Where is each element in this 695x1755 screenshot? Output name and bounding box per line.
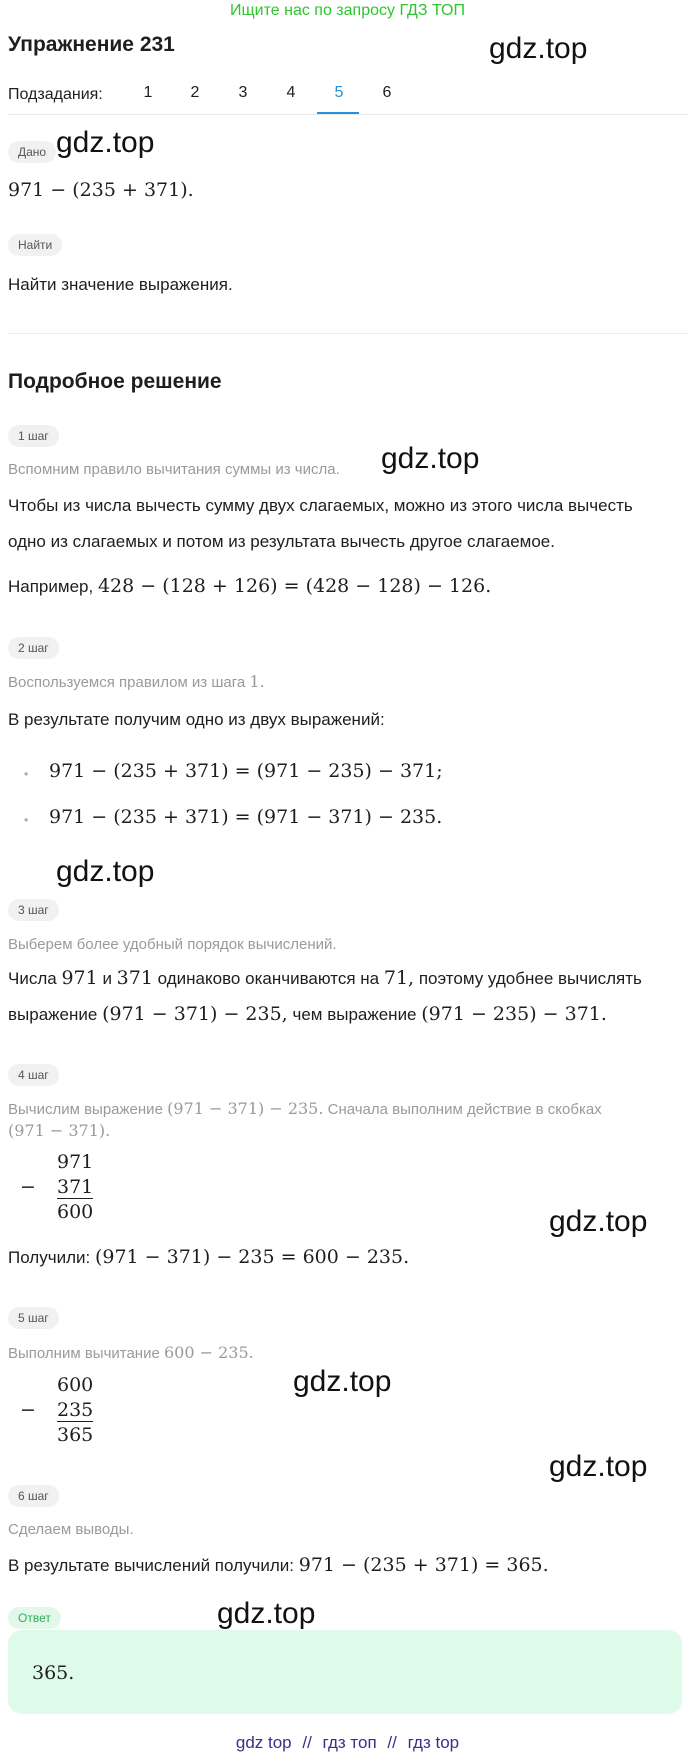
subtask-tab-4[interactable]: 4 <box>286 84 296 101</box>
step-badge: 1 шаг <box>8 425 59 447</box>
watermark: gdz.top <box>489 32 588 65</box>
active-tab-indicator <box>317 112 359 114</box>
number: 971 <box>61 967 98 989</box>
text-fragment: чем выражение <box>292 1005 417 1024</box>
subtrahend: 371 <box>57 1176 94 1198</box>
footer-link[interactable]: gdz top <box>235 1733 292 1752</box>
step-text <box>8 1002 607 1027</box>
given-badge: Дано <box>8 141 56 163</box>
column-subtraction <box>57 1150 93 1225</box>
top-banner: Ищите нас по запросу ГДЗ ТОП <box>230 2 465 19</box>
text-fragment: выражение <box>8 1005 98 1024</box>
number: 71, <box>383 967 415 989</box>
hint-expression: (971 − 371) − 235. <box>167 1099 324 1118</box>
footer-link[interactable]: гдз топ <box>322 1733 377 1752</box>
bullet-dot: • <box>24 813 29 827</box>
step-badge: 3 шаг <box>8 899 59 921</box>
step-badge: 5 шаг <box>8 1307 59 1329</box>
text-fragment: поэтому удобнее вычислять <box>418 969 642 988</box>
subtask-tab-1[interactable]: 1 <box>143 84 153 101</box>
footer-link[interactable]: гдз top <box>407 1733 460 1752</box>
hint-number: 1. <box>249 672 265 691</box>
hint-expression: (971 − 371). <box>8 1121 111 1140</box>
expression: (971 − 235) − 371. <box>421 1003 607 1025</box>
minuend: 971 <box>57 1151 94 1173</box>
watermark: gdz.top <box>56 855 155 888</box>
step-hint <box>8 1121 110 1142</box>
step-example <box>8 574 491 599</box>
example-expression: 428 − (128 + 126) = (428 − 128) − 126. <box>97 575 492 597</box>
watermark: gdz.top <box>381 442 480 475</box>
text-fragment: Числа <box>8 969 57 988</box>
step-conclusion <box>8 1553 549 1578</box>
page-title: Упражнение 231 <box>8 33 175 56</box>
watermark: gdz.top <box>217 1597 316 1630</box>
watermark: gdz.top <box>549 1205 648 1238</box>
step-hint: Выберем более удобный порядок вычислений. <box>8 936 337 953</box>
hint-expression: 600 − 235. <box>163 1343 254 1362</box>
text-fragment: и <box>102 969 112 988</box>
step-hint <box>8 1099 602 1120</box>
solution-title: Подробное решение <box>8 370 222 393</box>
hint-text: Сначала выполним действие в скобках <box>327 1101 602 1118</box>
column-subtraction <box>57 1373 93 1448</box>
conclusion-expression: 971 − (235 + 371) = 365. <box>298 1554 549 1576</box>
subtask-tab-6[interactable]: 6 <box>382 84 392 101</box>
hint-text: Выполним вычитание <box>8 1345 160 1362</box>
step-hint <box>8 672 265 693</box>
column-operator: − <box>20 1176 36 1198</box>
step-text: одно из слагаемых и потом из результата вычесть другое слагаемое. <box>8 532 555 551</box>
footer-links <box>0 1733 695 1753</box>
subtasks-divider <box>8 114 688 115</box>
find-text: Найти значение выражения. <box>8 275 233 294</box>
difference: 600 <box>57 1201 94 1223</box>
answer-badge: Ответ <box>8 1607 61 1629</box>
step-badge: 6 шаг <box>8 1485 59 1507</box>
result-prefix: Получили: <box>8 1248 91 1267</box>
given-expression: 971 − (235 + 371). <box>8 179 194 201</box>
section-divider <box>8 333 688 334</box>
minuend: 600 <box>57 1374 94 1396</box>
footer-separator: // <box>387 1733 397 1752</box>
step-text: В результате получим одно из двух выражений: <box>8 710 385 729</box>
step-text: Чтобы из числа вычесть сумму двух слагаемых, можно из этого числа вычесть <box>8 496 633 515</box>
step-badge: 2 шаг <box>8 637 59 659</box>
list-item: 971 − (235 + 371) = (971 − 371) − 235. <box>49 806 443 828</box>
subtask-tab-5[interactable]: 5 <box>334 84 344 101</box>
watermark: gdz.top <box>293 1365 392 1398</box>
hint-text: Воспользуемся правилом из шага <box>8 674 246 691</box>
step-text <box>8 966 642 991</box>
footer-separator: // <box>302 1733 312 1752</box>
answer-box <box>8 1630 682 1714</box>
conclusion-prefix: В результате вычислений получили: <box>8 1556 295 1575</box>
expression: (971 − 371) − 235, <box>102 1003 288 1025</box>
step-hint: Вспомним правило вычитания суммы из числа. <box>8 461 340 478</box>
subtask-tab-3[interactable]: 3 <box>238 84 248 101</box>
example-prefix: Например, <box>8 577 94 596</box>
watermark: gdz.top <box>56 126 155 159</box>
column-operator: − <box>20 1399 36 1421</box>
hint-text: Вычислим выражение <box>8 1101 163 1118</box>
step-badge: 4 шаг <box>8 1064 59 1086</box>
step-result <box>8 1245 409 1270</box>
bullet-dot: • <box>24 767 29 781</box>
answer-value: 365. <box>32 1662 75 1684</box>
subtask-tab-2[interactable]: 2 <box>190 84 200 101</box>
step-hint <box>8 1343 254 1364</box>
subtrahend: 235 <box>57 1399 94 1421</box>
difference: 365 <box>57 1424 94 1446</box>
number: 371 <box>116 967 153 989</box>
watermark: gdz.top <box>549 1450 648 1483</box>
step-hint: Сделаем выводы. <box>8 1521 134 1538</box>
text-fragment: одинаково оканчиваются на <box>157 969 380 988</box>
result-expression: (971 − 371) − 235 = 600 − 235. <box>94 1246 410 1268</box>
subtasks-label: Подзадания: <box>8 86 103 103</box>
find-badge: Найти <box>8 234 62 256</box>
list-item: 971 − (235 + 371) = (971 − 235) − 371; <box>49 760 443 782</box>
